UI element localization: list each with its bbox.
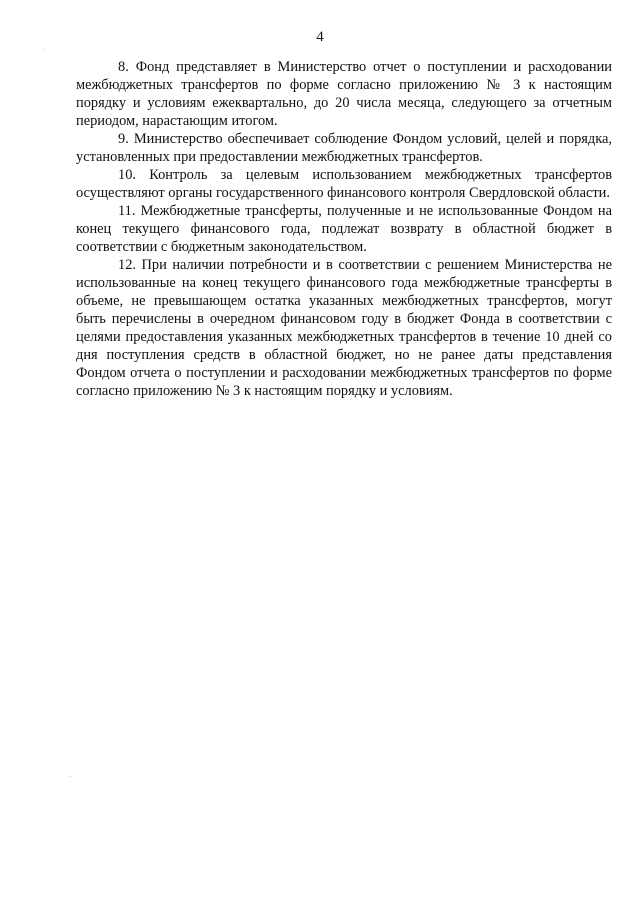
- paragraph-11: 11. Межбюджетные трансферты, полученные и не использованные Фондом на конец текущего финансового года, подлежат возврату в областной бюджет в соответствии с бюджетным законодательством.: [76, 203, 612, 255]
- page-number: 4: [316, 29, 324, 45]
- paragraph-12: 12. При наличии потребности и в соответствии с решением Министерства не использованные на конец текущего финансового года межбюджетные трансферты в объеме, не превышающем остатка указанных межбюджетных трансфертов, могут быть перечислены в очередном финансовом году в бюджет Фонда в соответствии с целями предоставления указанных межбюджетных трансфертов в течение 10 дней со дня поступления средств в областной бюджет, но не ранее даты представления Фондом отчета о поступлении и расходовании межбюджетных трансфертов по форме согласно приложению № 3 к настоящим порядку и условиям.: [76, 257, 612, 399]
- paragraph-9: 9. Министерство обеспечивает соблюдение Фондом условий, целей и порядка, установленных при предоставлении межбюджетных трансфертов.: [76, 131, 612, 165]
- scan-speck: [44, 49, 45, 50]
- scan-speck: [70, 776, 71, 777]
- paragraph-10: 10. Контроль за целевым использованием межбюджетных трансфертов осуществляют органы государственного финансового контроля Свердловской области.: [76, 167, 612, 201]
- paragraph-8: 8. Фонд представляет в Министерство отчет о поступлении и расходовании межбюджетных трансфертов по форме согласно приложению № 3 к настоящим порядку и условиям ежеквартально, до 20 числа месяца, следующего за отчетным периодом, нарастающим итогом.: [76, 59, 612, 129]
- document-body: [76, 58, 612, 400]
